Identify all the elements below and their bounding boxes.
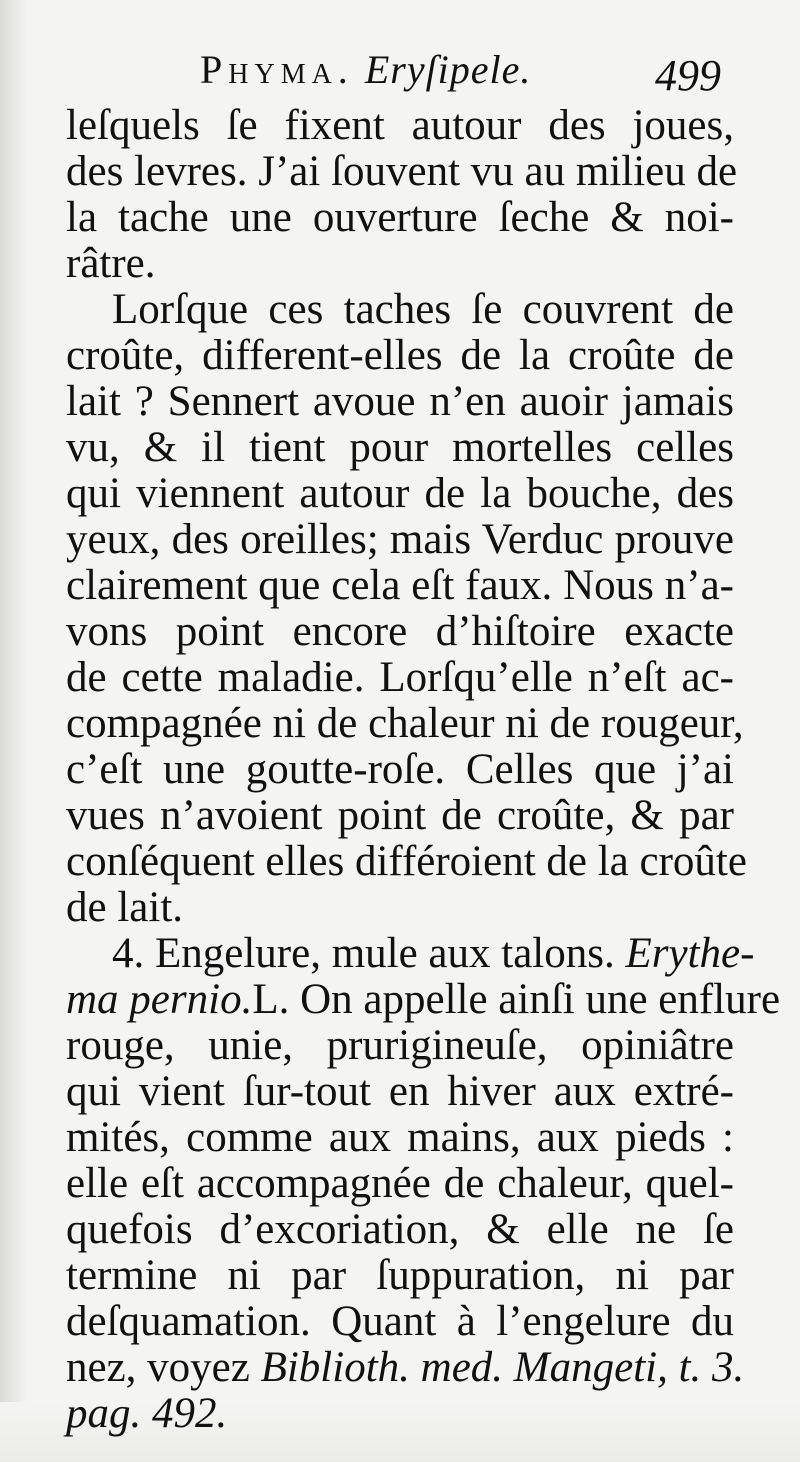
- latin-name-cont: ma pernio.: [66, 976, 253, 1023]
- text-line: leſquels ſe fixent autour des joues,: [66, 102, 734, 149]
- text-span: L. On appelle ainſi une enflure: [252, 976, 781, 1023]
- text-line: qui viennent autour de la bouche, des: [66, 470, 734, 517]
- text-line: deſquamation. Quant à l’engelure du: [66, 1298, 734, 1345]
- page-header: [0, 42, 800, 102]
- text-line: la tache une ouverture ſeche & noi-: [66, 194, 734, 241]
- text-line: vu, & il tient pour mortelles celles: [66, 424, 734, 471]
- text-line: Lorſque ces taches ſe couvrent de: [112, 286, 734, 333]
- body-text: [66, 102, 781, 1437]
- page-number: 499: [655, 51, 721, 100]
- running-head: [200, 46, 531, 93]
- text-line: [66, 1391, 734, 1437]
- text-line: termine ni par ſuppuration, ni par: [66, 1252, 734, 1299]
- text-line: c’eſt une goutte-roſe. Celles que j’ai: [66, 746, 734, 793]
- running-head-title: Phyma.: [200, 47, 354, 92]
- text-line: vons point encore d’hiſtoire exacte: [66, 608, 734, 655]
- paragraph-2: [66, 286, 747, 931]
- text-line: lait ? Sennert avoue n’en auoir jamais: [66, 378, 734, 425]
- text-span: nez, voyez: [66, 1344, 250, 1391]
- page-edge-shadow: [0, 0, 26, 1462]
- text-line: vues n’avoient point de croûte, & par: [66, 792, 734, 839]
- paragraph-3: [66, 930, 781, 1437]
- text-line: de cette maladie. Lorſqu’elle n’eſt ac-: [66, 654, 734, 701]
- text-line: yeux, des oreilles; mais Verduc prouve: [66, 516, 734, 563]
- text-line: croûte, different-elles de la croûte de: [66, 332, 734, 379]
- text-line: rouge, unie, prurigineuſe, opiniâtre: [66, 1022, 734, 1069]
- text-line: mités, comme aux mains, aux pieds :: [66, 1114, 734, 1161]
- text-line: elle eſt accompagnée de chaleur, quel-: [66, 1160, 734, 1207]
- text-line: [66, 930, 755, 977]
- entry-heading: 4. Engelure, mule aux talons.: [112, 930, 615, 977]
- text-line: de lait.: [66, 884, 184, 931]
- latin-name: Erythe-: [625, 930, 755, 977]
- running-head-subtitle: Eryſipele.: [364, 47, 532, 92]
- text-line: qui vient ſur-tout en hiver aux extré-: [66, 1068, 734, 1115]
- text-line: conſéquent elles différoient de la croûte: [66, 838, 747, 885]
- text-line: [66, 976, 781, 1023]
- text-line: clairement que cela eſt faux. Nous n’a-: [66, 562, 734, 609]
- text-line: [66, 1344, 745, 1391]
- citation-page: pag. 492.: [66, 1390, 228, 1437]
- paragraph-1: [66, 102, 738, 287]
- text-line: des levres. J’ai ſouvent vu au milieu de: [66, 148, 738, 195]
- citation: Biblioth. med. Mangeti, t. 3.: [260, 1344, 745, 1391]
- text-line: compagnée ni de chaleur ni de rougeur,: [66, 700, 744, 747]
- text-line: quefois d’excoriation, & elle ne ſe: [66, 1206, 734, 1253]
- text-line: râtre.: [66, 240, 156, 287]
